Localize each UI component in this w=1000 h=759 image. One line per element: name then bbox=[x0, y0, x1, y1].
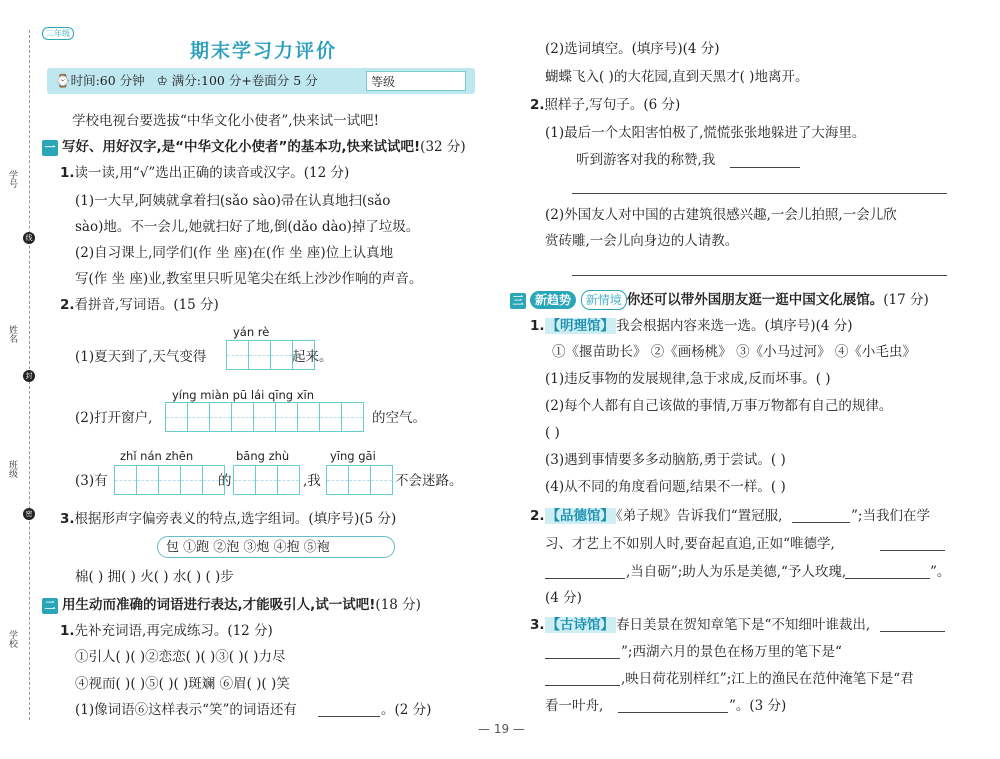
pinyin-yanre: yán rè bbox=[233, 325, 270, 339]
section-points: (18 分) bbox=[375, 597, 421, 613]
m1-item-a: (1)违反事物的发展规律,急于求成,反而坏事。( ) bbox=[545, 371, 831, 387]
pinyin-yingmian: yíng miàn pū lái qīng xīn bbox=[172, 388, 314, 402]
q2c-suffix: 不会迷路。 bbox=[395, 473, 463, 489]
pinyin-yinggai: yīng gāi bbox=[330, 449, 376, 463]
trend-badge: 新趋势 bbox=[530, 291, 576, 309]
question-4 bbox=[60, 622, 273, 640]
question-text: 看拼音,写词语。(15 分) bbox=[74, 297, 219, 313]
q4-line-3: (1)像词语⑥这样表示“笑”的词语还有 bbox=[75, 702, 297, 718]
answer-blank[interactable] bbox=[545, 658, 620, 659]
m2-c-mid: ,当自砺”;助人为乐是美德,“予人玫瑰, bbox=[626, 564, 847, 580]
hall-label: 【古诗馆】 bbox=[546, 617, 615, 633]
right-question-2 bbox=[530, 96, 680, 114]
r-line-4: 听到游客对我的称赞,我 bbox=[576, 152, 716, 168]
museum-question-3 bbox=[530, 616, 870, 634]
name-label: 姓名 bbox=[7, 325, 17, 343]
m3-d: 看一叶舟, bbox=[545, 698, 604, 714]
m3-b: ”;西湖六月的景色在杨万里的笔下是“ bbox=[621, 644, 842, 660]
m1-options: ①《揠苗助长》 ②《画杨桃》 ③《小马过河》 ④《小毛虫》 bbox=[552, 344, 916, 360]
q2a-suffix: 起来。 bbox=[292, 349, 333, 365]
r-line-2: 蝴蝶飞入( )的大花园,直到天黑才( )地离开。 bbox=[545, 69, 809, 85]
trophy-icon: ♔ bbox=[156, 73, 168, 88]
binding-margin bbox=[0, 0, 38, 759]
question-1 bbox=[60, 164, 349, 182]
question-text: 春日美景在贺知章笔下是“不知细叶谁裁出, bbox=[616, 617, 871, 633]
pinyin-zhinanzhen: zhǐ nán zhēn bbox=[120, 449, 194, 463]
section-points: (17 分) bbox=[883, 292, 929, 308]
time-text: ⌚时间:60 分钟 bbox=[55, 73, 145, 88]
answer-blank[interactable] bbox=[880, 550, 945, 551]
question-number: 2. bbox=[530, 97, 545, 113]
answer-blank[interactable] bbox=[792, 522, 850, 523]
context-badge: 新情境 bbox=[581, 290, 627, 310]
m3-d-end: ”。(3 分) bbox=[729, 698, 787, 714]
section-one-heading bbox=[42, 138, 466, 156]
section-text: 写好、用好汉字,是“中华文化小使者”的基本功,快来试试吧! bbox=[62, 139, 421, 155]
question-number: 3. bbox=[60, 511, 75, 527]
answer-blank[interactable] bbox=[730, 167, 800, 168]
museum-question-1 bbox=[530, 317, 852, 335]
hall-label: 【品德馆】 bbox=[546, 508, 615, 524]
student-number-label: 学号 bbox=[7, 170, 17, 188]
character-options-box: 包 ①跑 ②泡 ③炮 ④抱 ⑤袍 bbox=[157, 536, 395, 558]
m2-b: 习、才艺上不如别人时,要奋起直追,正如“唯德学, bbox=[545, 536, 835, 552]
m2-d: (4 分) bbox=[545, 590, 582, 606]
section-points: (32 分) bbox=[420, 139, 466, 155]
answer-blank[interactable] bbox=[845, 578, 930, 579]
score-text: 满分:100 分+卷面分 5 分 bbox=[171, 73, 318, 88]
answer-blank[interactable] bbox=[618, 712, 728, 713]
writing-grid-yingmian[interactable] bbox=[165, 402, 363, 432]
section-number: 二 bbox=[42, 598, 58, 614]
page-number: — 19 — bbox=[478, 722, 525, 736]
question-text: 《弟子规》告诉我们“置冠服, bbox=[616, 508, 783, 524]
q4-line-1: ①引人( )( )②恋恋( )( )③( )( )力尽 bbox=[75, 649, 286, 665]
binding-dot-feng: 封 bbox=[23, 370, 35, 382]
question-2 bbox=[60, 296, 219, 314]
binding-dot-mi: 密 bbox=[23, 508, 35, 520]
grade-field[interactable] bbox=[366, 71, 466, 91]
q1-line-1: (1)一大早,阿姨就拿着扫(sǎo sào)帚在认真地扫(sǎo bbox=[75, 193, 391, 209]
question-number: 1. bbox=[60, 165, 75, 181]
question-text: 照样子,写句子。(6 分) bbox=[544, 97, 681, 113]
grade-label: 等级 bbox=[371, 75, 396, 89]
writing-grid-yinggai[interactable] bbox=[326, 465, 392, 495]
intro-text: 学校电视台要选拔“中华文化小使者”,快来试一试吧! bbox=[72, 113, 380, 129]
section-text: 用生动而准确的词语进行表达,才能吸引人,试一试吧! bbox=[62, 597, 376, 613]
question-3 bbox=[60, 510, 396, 528]
q2c-mid-2: ,我 bbox=[303, 473, 321, 489]
m2-a-end: ”;当我们在学 bbox=[851, 508, 930, 524]
answer-blank[interactable] bbox=[318, 716, 380, 717]
question-text: 我会根据内容来选一选。(填序号)(4 分) bbox=[616, 318, 853, 334]
q1-line-2: sào)地。不一会儿,她就扫好了地,倒(dǎo dào)掉了垃圾。 bbox=[75, 219, 420, 235]
binding-dot-xian: 线 bbox=[23, 232, 35, 244]
answer-blank[interactable] bbox=[545, 578, 625, 579]
r-line-6: 赏砖雕,一会儿向身边的人请教。 bbox=[545, 233, 739, 249]
answer-line[interactable] bbox=[572, 275, 947, 276]
m1-item-c: (3)遇到事情要多多动脑筋,勇于尝试。( ) bbox=[545, 452, 786, 468]
writing-grid-bangzhu[interactable] bbox=[233, 465, 299, 495]
answer-line[interactable] bbox=[572, 193, 947, 194]
exam-info-bar bbox=[47, 68, 475, 94]
question-text: 先补充词语,再完成练习。(12 分) bbox=[74, 623, 273, 639]
museum-question-2 bbox=[530, 507, 782, 525]
m3-c: ,映日荷花别样红”;江上的渔民在范仲淹笔下是“君 bbox=[621, 671, 914, 687]
m1-item-b2: ( ) bbox=[545, 425, 560, 441]
hall-label: 【明理馆】 bbox=[546, 318, 615, 334]
q2c-mid-1: 的 bbox=[218, 473, 232, 489]
r-line-1: (2)选词填空。(填序号)(4 分) bbox=[545, 41, 720, 57]
answer-blank[interactable] bbox=[545, 685, 620, 686]
question-number: 1. bbox=[530, 318, 545, 334]
section-two-heading bbox=[42, 596, 421, 614]
q1-line-3: (2)自习课上,同学们(作 坐 座)在(作 坐 座)位上认真地 bbox=[75, 245, 394, 261]
question-number: 1. bbox=[60, 623, 75, 639]
m1-item-d: (4)从不同的角度看问题,结果不一样。( ) bbox=[545, 479, 786, 495]
r-line-3: (1)最后一个太阳害怕极了,慌慌张张地躲进了大海里。 bbox=[545, 125, 866, 141]
question-number: 3. bbox=[530, 617, 545, 633]
q4-line-3-end: 。(2 分) bbox=[381, 702, 432, 718]
q4-line-2: ④视而( )( )⑤( )( )斑斓 ⑥眉( )( )笑 bbox=[75, 676, 290, 692]
class-label: 班级 bbox=[7, 460, 17, 478]
m1-item-b: (2)每个人都有自己该做的事情,万事万物都有自己的规律。 bbox=[545, 398, 893, 414]
q3-answer-row: 棉( ) 拥( ) 火( ) 水( ) ( )步 bbox=[75, 569, 234, 585]
question-number: 2. bbox=[530, 508, 545, 524]
m2-c-end: ”。 bbox=[930, 564, 951, 580]
section-number: 一 bbox=[42, 140, 58, 156]
answer-blank[interactable] bbox=[880, 631, 945, 632]
question-text: 读一读,用“√”选出正确的读音或汉字。(12 分) bbox=[74, 165, 350, 181]
q1-line-4: 写(作 坐 座)业,教室里只听见笔尖在纸上沙沙作响的声音。 bbox=[75, 271, 423, 287]
section-text: 你还可以带外国朋友逛一逛中国文化展馆。 bbox=[626, 292, 884, 308]
q2b-suffix: 的空气。 bbox=[372, 410, 426, 426]
section-number: 三 bbox=[510, 293, 526, 309]
pinyin-bangzhu: bāng zhù bbox=[236, 449, 290, 463]
page-title: 期末学习力评价 bbox=[190, 40, 338, 62]
section-three-heading bbox=[510, 290, 929, 310]
q2c-prefix: (3)有 bbox=[75, 473, 108, 489]
grade-tag: 二年级 bbox=[42, 27, 74, 40]
r-line-5: (2)外国友人对中国的古建筑很感兴趣,一会儿拍照,一会儿欣 bbox=[545, 207, 897, 223]
q2b-prefix: (2)打开窗户, bbox=[75, 410, 153, 426]
question-number: 2. bbox=[60, 297, 75, 313]
writing-grid-zhinanzhen[interactable] bbox=[114, 465, 224, 495]
question-text: 根据形声字偏旁表义的特点,选字组词。(填序号)(5 分) bbox=[74, 511, 397, 527]
q2a-prefix: (1)夏天到了,天气变得 bbox=[75, 349, 207, 365]
school-label: 学校 bbox=[7, 630, 17, 648]
